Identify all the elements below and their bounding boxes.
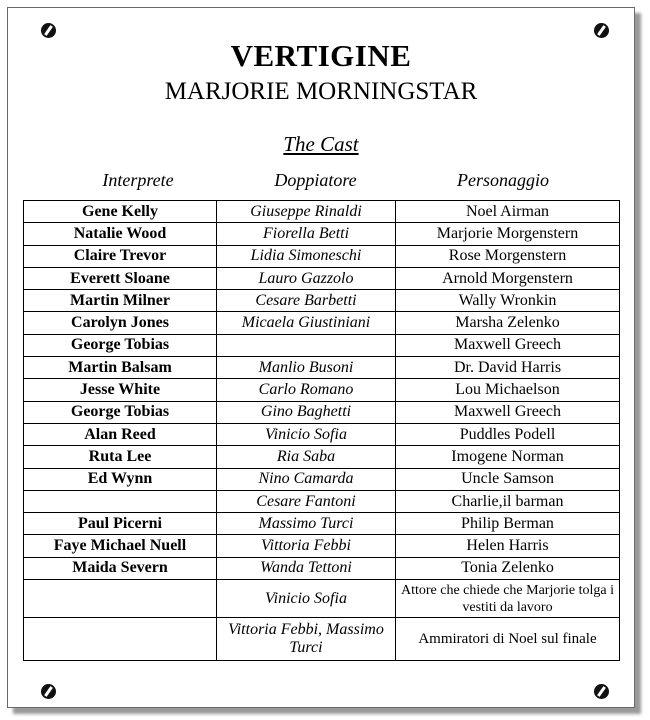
personaggio-cell: Arnold Morgenstern xyxy=(396,267,620,289)
table-row xyxy=(24,334,620,356)
interprete-cell: Carolyn Jones xyxy=(24,312,217,334)
doppiatore-cell: Vittoria Febbi, Massimo Turci xyxy=(217,618,396,661)
table-row xyxy=(24,357,620,379)
table-row xyxy=(24,468,620,490)
doppiatore-cell: Giuseppe Rinaldi xyxy=(217,201,396,223)
table-row xyxy=(24,513,620,535)
table-row xyxy=(24,267,620,289)
personaggio-cell: Puddles Podell xyxy=(396,423,620,445)
interprete-cell: Maida Severn xyxy=(24,557,217,579)
personaggio-cell: Dr. David Harris xyxy=(396,357,620,379)
personaggio-cell: Rose Morgenstern xyxy=(396,245,620,267)
table-row xyxy=(24,290,620,312)
personaggio-cell: Maxwell Greech xyxy=(396,334,620,356)
personaggio-cell: Maxwell Greech xyxy=(396,401,620,423)
screw-icon xyxy=(594,684,609,699)
column-header-personaggio: Personaggio xyxy=(457,170,549,190)
column-header-doppiatore: Doppiatore xyxy=(274,170,357,190)
table-row xyxy=(24,580,620,618)
table-row xyxy=(24,618,620,661)
doppiatore-cell: Vinicio Sofia xyxy=(217,580,396,618)
doppiatore-cell: Nino Camarda xyxy=(217,468,396,490)
doppiatore-cell: Cesare Barbetti xyxy=(217,290,396,312)
doppiatore-cell: Vinicio Sofia xyxy=(217,423,396,445)
table-row xyxy=(24,490,620,512)
cast-table xyxy=(23,200,620,661)
interprete-cell: Martin Milner xyxy=(24,290,217,312)
doppiatore-cell: Wanda Tettoni xyxy=(217,557,396,579)
table-row xyxy=(24,535,620,557)
interprete-cell: George Tobias xyxy=(24,334,217,356)
interprete-cell: Faye Michael Nuell xyxy=(24,535,217,557)
interprete-cell: Everett Sloane xyxy=(24,267,217,289)
personaggio-cell: Marsha Zelenko xyxy=(396,312,620,334)
screw-icon xyxy=(594,23,609,38)
personaggio-cell: Noel Airman xyxy=(396,201,620,223)
table-row xyxy=(24,423,620,445)
page-title: VERTIGINE xyxy=(230,38,412,73)
interprete-cell: Natalie Wood xyxy=(24,223,217,245)
interprete-cell: Claire Trevor xyxy=(24,245,217,267)
doppiatore-cell: Ria Saba xyxy=(217,446,396,468)
doppiatore-cell: Cesare Fantoni xyxy=(217,490,396,512)
interprete-cell: Alan Reed xyxy=(24,423,217,445)
personaggio-cell: Tonia Zelenko xyxy=(396,557,620,579)
cast-plate xyxy=(7,7,635,708)
personaggio-cell: Imogene Norman xyxy=(396,446,620,468)
doppiatore-cell: Gino Baghetti xyxy=(217,401,396,423)
interprete-cell: George Tobias xyxy=(24,401,217,423)
doppiatore-cell: Fiorella Betti xyxy=(217,223,396,245)
doppiatore-cell: Micaela Giustiniani xyxy=(217,312,396,334)
screw-icon xyxy=(41,684,56,699)
doppiatore-cell xyxy=(217,334,396,356)
interprete-cell: Martin Balsam xyxy=(24,357,217,379)
table-row xyxy=(24,245,620,267)
table-row xyxy=(24,379,620,401)
doppiatore-cell: Lidia Simoneschi xyxy=(217,245,396,267)
personaggio-cell: Uncle Samson xyxy=(396,468,620,490)
interprete-cell: Gene Kelly xyxy=(24,201,217,223)
doppiatore-cell: Lauro Gazzolo xyxy=(217,267,396,289)
doppiatore-cell: Manlio Busoni xyxy=(217,357,396,379)
interprete-cell: Jesse White xyxy=(24,379,217,401)
table-row xyxy=(24,557,620,579)
doppiatore-cell: Massimo Turci xyxy=(217,513,396,535)
personaggio-cell: Attore che chiede che Marjorie tolga i vestiti da lavoro xyxy=(396,580,620,618)
personaggio-cell: Charlie,il barman xyxy=(396,490,620,512)
doppiatore-cell: Carlo Romano xyxy=(217,379,396,401)
personaggio-cell: Ammiratori di Noel sul finale xyxy=(396,618,620,661)
interprete-cell xyxy=(24,618,217,661)
personaggio-cell: Marjorie Morgenstern xyxy=(396,223,620,245)
column-header-interprete: Interprete xyxy=(102,170,174,190)
interprete-cell: Paul Picerni xyxy=(24,513,217,535)
interprete-cell xyxy=(24,580,217,618)
table-row xyxy=(24,401,620,423)
table-row xyxy=(24,201,620,223)
personaggio-cell: Lou Michaelson xyxy=(396,379,620,401)
personaggio-cell: Helen Harris xyxy=(396,535,620,557)
interprete-cell: Ed Wynn xyxy=(24,468,217,490)
doppiatore-cell: Vittoria Febbi xyxy=(217,535,396,557)
table-row xyxy=(24,312,620,334)
table-row xyxy=(24,223,620,245)
table-row xyxy=(24,446,620,468)
interprete-cell: Ruta Lee xyxy=(24,446,217,468)
cast-heading: The Cast xyxy=(283,132,359,156)
interprete-cell xyxy=(24,490,217,512)
personaggio-cell: Philip Berman xyxy=(396,513,620,535)
screw-icon xyxy=(41,23,56,38)
page-subtitle: MARJORIE MORNINGSTAR xyxy=(164,78,478,105)
personaggio-cell: Wally Wronkin xyxy=(396,290,620,312)
